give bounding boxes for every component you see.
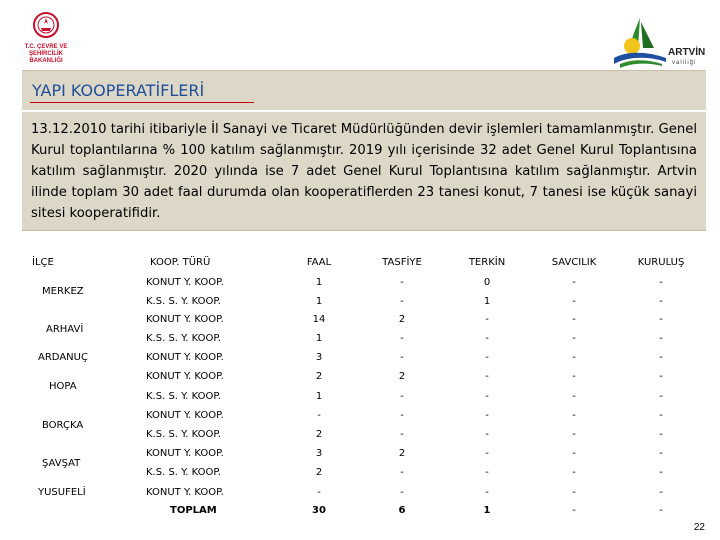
header-faal: FAAL	[306, 257, 332, 268]
row-10-savcilik: -	[572, 448, 576, 459]
row-8-terkin: -	[485, 410, 489, 421]
row-9-faal: 2	[315, 429, 323, 440]
row-10-koop-turu: KONUT Y. KOOP.	[146, 448, 224, 459]
artvin-logo-name: ARTVİN	[668, 47, 706, 58]
district-savsat: ŞAVŞAT	[42, 458, 81, 469]
title-bar	[22, 70, 706, 110]
row-4-faal: 1	[315, 333, 323, 344]
row-8-kurulus: -	[659, 410, 663, 421]
row-12-tasfiye: -	[400, 487, 404, 498]
row-5-tasfiye: -	[400, 352, 404, 363]
row-5-terkin: -	[485, 352, 489, 363]
total-label: TOPLAM	[170, 505, 217, 516]
row-11-koop-turu: K.S. S. Y. KOOP.	[146, 467, 221, 478]
row-1-kurulus: -	[659, 277, 663, 288]
row-2-savcilik: -	[572, 296, 576, 307]
row-6-terkin: -	[485, 371, 489, 382]
row-11-faal: 2	[315, 467, 323, 478]
row-10-faal: 3	[315, 448, 323, 459]
district-arhavi: ARHAVİ	[46, 324, 84, 335]
district-yusufeli: YUSUFELİ	[38, 487, 86, 498]
artvin-emblem-icon	[610, 14, 670, 70]
row-8-tasfiye: -	[400, 410, 404, 421]
ministry-logo-line2: ŞEHİRCİLİK BAKANLIĞI	[28, 51, 63, 64]
header-savcilik: SAVCILIK	[551, 257, 597, 268]
row-3-savcilik: -	[572, 314, 576, 325]
header-ilce: İLÇE	[32, 257, 54, 268]
row-6-kurulus: -	[659, 371, 663, 382]
row-4-savcilik: -	[572, 333, 576, 344]
row-6-koop-turu: KONUT Y. KOOP.	[146, 371, 224, 382]
row-12-kurulus: -	[659, 487, 663, 498]
header-kurulus: KURULUŞ	[637, 257, 685, 268]
district-merkez: MERKEZ	[42, 286, 84, 297]
row-6-faal: 2	[315, 371, 323, 382]
header-koop-turu: KOOP. TÜRÜ	[150, 257, 211, 268]
row-10-kurulus: -	[659, 448, 663, 459]
row-3-koop-turu: KONUT Y. KOOP.	[146, 314, 224, 325]
row-12-savcilik: -	[572, 487, 576, 498]
row-1-terkin: 0	[483, 277, 491, 288]
page-title: YAPI KOOPERATİFLERİ	[32, 81, 205, 100]
row-9-kurulus: -	[659, 429, 663, 440]
row-7-tasfiye: -	[400, 391, 404, 402]
row-12-terkin: -	[485, 487, 489, 498]
header-tasfiye: TASFİYE	[382, 257, 422, 268]
row-1-faal: 1	[315, 277, 323, 288]
row-7-faal: 1	[315, 391, 323, 402]
row-8-faal: -	[317, 410, 321, 421]
row-3-kurulus: -	[659, 314, 663, 325]
row-11-tasfiye: -	[400, 467, 404, 478]
district-ardanuc: ARDANUÇ	[38, 352, 88, 363]
row-4-koop-turu: K.S. S. Y. KOOP.	[146, 333, 221, 344]
row-11-savcilik: -	[572, 467, 576, 478]
row-2-faal: 1	[315, 296, 323, 307]
row-8-koop-turu: KONUT Y. KOOP.	[146, 410, 224, 421]
ministry-logo	[16, 8, 76, 64]
row-5-kurulus: -	[659, 352, 663, 363]
row-2-kurulus: -	[659, 296, 663, 307]
row-8-savcilik: -	[572, 410, 576, 421]
title-underline	[30, 102, 254, 103]
district-hopa: HOPA	[49, 381, 77, 392]
row-9-savcilik: -	[572, 429, 576, 440]
ministry-logo-line1: T.C. ÇEVRE VE	[24, 44, 68, 50]
row-4-tasfiye: -	[400, 333, 404, 344]
row-11-terkin: -	[485, 467, 489, 478]
total-tasfiye: 6	[398, 505, 406, 516]
row-4-terkin: -	[485, 333, 489, 344]
total-kurulus: -	[659, 505, 663, 516]
row-3-tasfiye: 2	[398, 314, 406, 325]
row-3-terkin: -	[485, 314, 489, 325]
total-faal: 30	[312, 505, 326, 516]
row-9-koop-turu: K.S. S. Y. KOOP.	[146, 429, 221, 440]
row-3-faal: 14	[312, 314, 326, 325]
row-6-tasfiye: 2	[398, 371, 406, 382]
row-10-tasfiye: 2	[398, 448, 406, 459]
row-5-faal: 3	[315, 352, 323, 363]
row-9-tasfiye: -	[400, 429, 404, 440]
ministry-seal-icon	[33, 12, 59, 38]
page-number: 22	[693, 522, 705, 533]
district-borcka: BORÇKA	[42, 420, 84, 431]
row-1-savcilik: -	[572, 277, 576, 288]
summary-box	[22, 112, 706, 231]
row-6-savcilik: -	[572, 371, 576, 382]
total-savcilik: -	[572, 505, 576, 516]
row-2-terkin: 1	[483, 296, 491, 307]
row-12-faal: -	[317, 487, 321, 498]
artvin-logo-sub: valiliği	[672, 60, 697, 66]
row-7-savcilik: -	[572, 391, 576, 402]
row-2-koop-turu: K.S. S. Y. KOOP.	[146, 296, 221, 307]
row-7-terkin: -	[485, 391, 489, 402]
row-5-koop-turu: KONUT Y. KOOP.	[146, 352, 224, 363]
row-12-koop-turu: KONUT Y. KOOP.	[146, 487, 224, 498]
row-1-tasfiye: -	[400, 277, 404, 288]
row-10-terkin: -	[485, 448, 489, 459]
row-7-koop-turu: K.S. S. Y. KOOP.	[146, 391, 221, 402]
row-9-terkin: -	[485, 429, 489, 440]
row-7-kurulus: -	[659, 391, 663, 402]
header-terkin: TERKİN	[468, 257, 506, 268]
artvin-logo	[608, 8, 708, 68]
total-terkin: 1	[483, 505, 491, 516]
row-2-tasfiye: -	[400, 296, 404, 307]
summary-paragraph: 13.12.2010 tarihi itibariyle İl Sanayi ve Ticaret Müdürlüğünden devir işlemleri tamamlanmıştır. Genel Kurul toplantılarına % 100 katılım sağlanmıştır. 2019 yılı içerisinde 32 adet Genel Kurul Toplantısına katılım sağlanmıştır. 2020 yılında ise 7 adet Genel Kurul Toplantısına katılım sağlanmıştır. Artvin ilinde toplam 30 adet faal durumda olan kooperatiflerden 23 tanesi konut, 7 tanesi ise küçük sanayi sitesi kooperatifidir.	[31, 122, 697, 221]
row-5-savcilik: -	[572, 352, 576, 363]
row-4-kurulus: -	[659, 333, 663, 344]
row-11-kurulus: -	[659, 467, 663, 478]
row-1-koop-turu: KONUT Y. KOOP.	[146, 277, 224, 288]
